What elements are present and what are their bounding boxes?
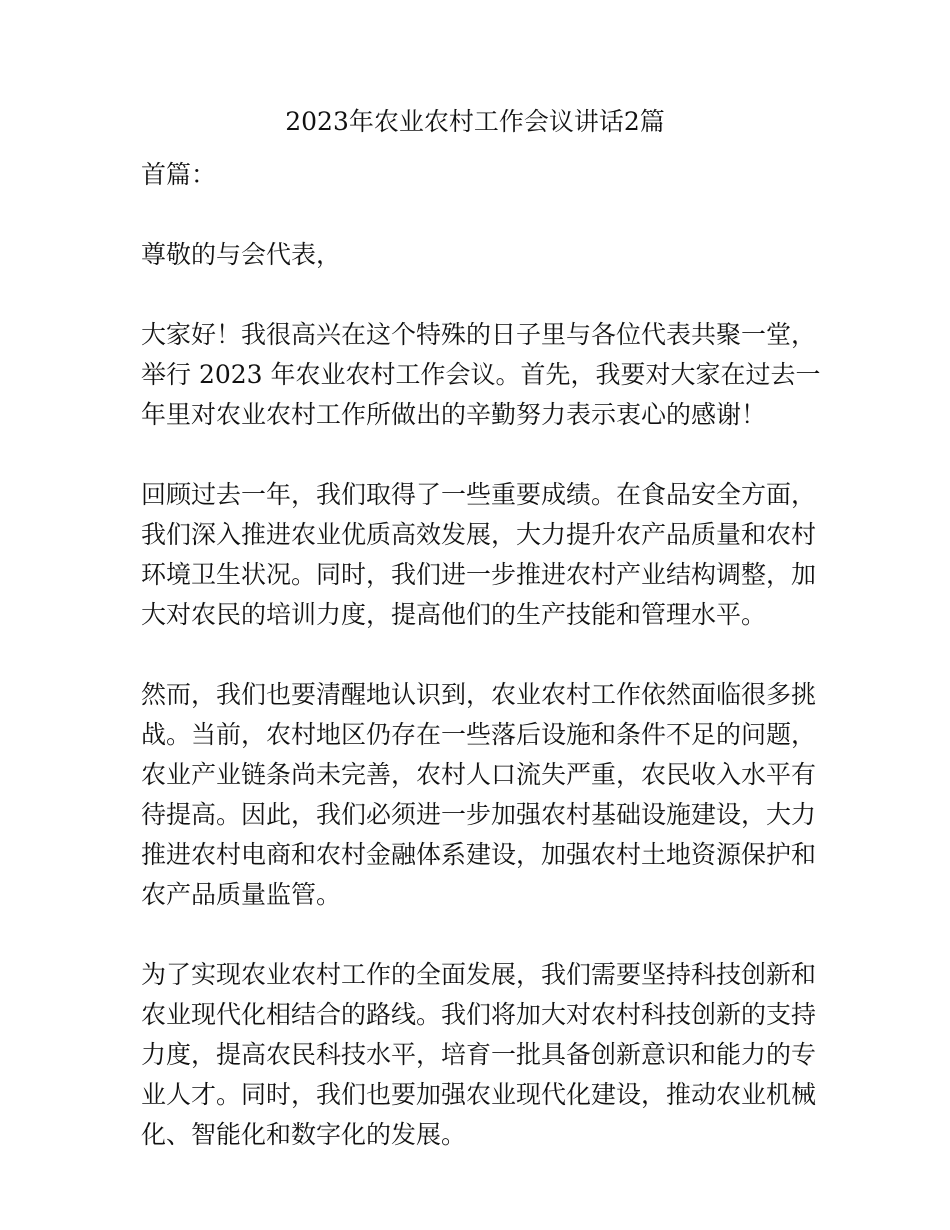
document-title: 2023年农业农村工作会议讲话2篇 (285, 107, 665, 136)
paragraph-line: 我们深入推进农业优质高效发展，大力提升农产品质量和农村 (141, 520, 817, 549)
paragraph-line: 为了实现农业农村工作的全面发展，我们需要坚持科技创新和 (141, 960, 817, 989)
salutation: 尊敬的与会代表， (141, 240, 342, 269)
paragraph-line: 年里对农业农村工作所做出的辛勤努力表示衷心的感谢！ (141, 400, 767, 429)
paragraph-line: 农业产业链条尚未完善，农村人口流失严重，农民收入水平有 (141, 760, 817, 789)
paragraph-line: 然而，我们也要清醒地认识到，农业农村工作依然面临很多挑 (141, 680, 817, 709)
paragraph-3 (141, 675, 816, 915)
paragraph-line: 农业现代化相结合的路线。我们将加大对农村科技创新的支持 (141, 1000, 817, 1029)
paragraph-line: 化、智能化和数字化的发展。 (141, 1120, 467, 1149)
paragraph-2 (141, 475, 816, 635)
document-body (141, 155, 821, 1155)
paragraph-line: 回顾过去一年，我们取得了一些重要成绩。在食品安全方面， (141, 480, 817, 509)
paragraph-line: 推进农村电商和农村金融体系建设，加强农村土地资源保护和 (141, 840, 817, 869)
paragraph-1 (141, 315, 821, 435)
paragraph-4 (141, 955, 816, 1155)
section-label: 首篇： (141, 160, 217, 189)
paragraph-line: 环境卫生状况。同时，我们进一步推进农村产业结构调整，加 (141, 560, 817, 589)
paragraph-line: 农产品质量监管。 (141, 880, 342, 909)
paragraph-line: 举行 2023 年农业农村工作会议。首先，我要对大家在过去一 (141, 360, 821, 389)
paragraph-line: 大家好！我很高兴在这个特殊的日子里与各位代表共聚一堂， (141, 320, 817, 349)
paragraph-line: 大对农民的培训力度，提高他们的生产技能和管理水平。 (141, 600, 767, 629)
paragraph-line: 力度，提高农民科技水平，培育一批具备创新意识和能力的专 (141, 1040, 817, 1069)
paragraph-line: 战。当前，农村地区仍存在一些落后设施和条件不足的问题， (141, 720, 817, 749)
paragraph-line: 业人才。同时，我们也要加强农业现代化建设，推动农业机械 (141, 1080, 817, 1109)
paragraph-line: 待提高。因此，我们必须进一步加强农村基础设施建设，大力 (141, 800, 817, 829)
